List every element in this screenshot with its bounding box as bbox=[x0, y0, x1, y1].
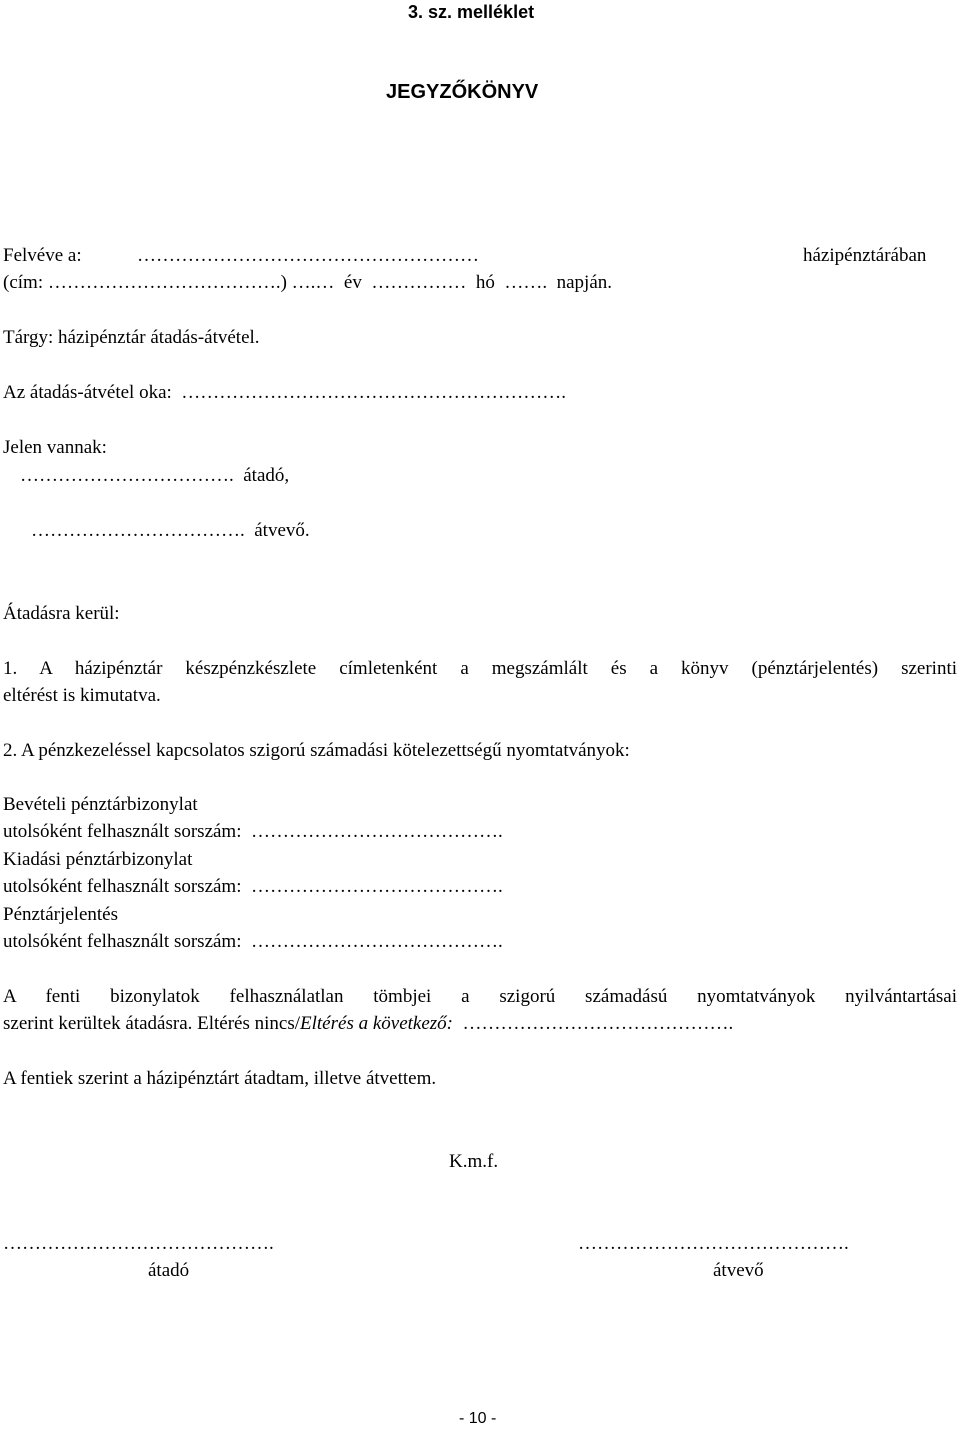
receiver-signature-label: átvevő bbox=[713, 1260, 764, 1281]
form-serial: utolsóként felhasznált sorszám: …………………………………. bbox=[3, 931, 503, 952]
form-name: Kiadási pénztárbizonylat bbox=[3, 849, 193, 870]
subject-line: Tárgy: házipénztár átadás-átvétel. bbox=[3, 327, 260, 348]
present-label: Jelen vannak: bbox=[3, 437, 107, 458]
recorded-at-dots: ……………………………………………… bbox=[137, 245, 479, 266]
address-date-line: (cím: ……………………………….) ….… év …………… hó ……. napján. bbox=[3, 272, 613, 293]
annex-label: 3. sz. melléklet bbox=[408, 2, 535, 22]
form-serial: utolsóként felhasznált sorszám: …………………………………. bbox=[3, 876, 503, 897]
page-number: - 10 - bbox=[459, 1410, 497, 1427]
item-2: 2. A pénzkezeléssel kapcsolatos szigorú számadási kötelezettségű nyomtatványok: bbox=[3, 740, 630, 761]
receiver-signature-line: ……………………………………. bbox=[578, 1233, 849, 1254]
reason-line: Az átadás-átvétel oka: ……………………………………………………. bbox=[3, 382, 567, 403]
handover-label: Átadásra kerül: bbox=[3, 603, 120, 624]
receiver-party-line: ……………………………. átvevő. bbox=[31, 520, 310, 541]
handover-signature-line: ……………………………………. bbox=[3, 1233, 274, 1254]
statement-line-1: A fenti bizonylatok felhasználatlan tömbjei a szigorú számadású nyomtatványok nyilvántartásai bbox=[3, 986, 957, 1007]
document-title: JEGYZŐKÖNYV bbox=[386, 81, 539, 103]
deviation-dots: ……………………………………. bbox=[453, 1013, 734, 1034]
form-name: Bevételi pénztárbizonylat bbox=[3, 794, 198, 815]
form-serial: utolsóként felhasznált sorszám: …………………………………. bbox=[3, 821, 503, 842]
cash-desk-suffix: házipénztárában bbox=[803, 245, 927, 266]
item-1-line-1: 1. A házipénztár készpénzkészlete címletenként a megszámlált és a könyv (pénztárjelentés) szerinti bbox=[3, 658, 957, 679]
deviation-italic-text: Eltérés a következő: bbox=[300, 1013, 453, 1034]
recorded-at-label: Felvéve a: bbox=[3, 245, 82, 266]
kmf-label: K.m.f. bbox=[449, 1151, 499, 1172]
item-1-line-2: eltérést is kimutatva. bbox=[3, 685, 161, 706]
statement-text: szerint kerültek átadásra. Eltérés nincs/ bbox=[3, 1013, 301, 1034]
form-name: Pénztárjelentés bbox=[3, 904, 119, 925]
handover-party-line: ……………………………. átadó, bbox=[20, 465, 290, 486]
closing-statement: A fentiek szerint a házipénztárt átadtam, illetve átvettem. bbox=[3, 1068, 437, 1089]
statement-line-2 bbox=[3, 1014, 733, 1033]
handover-signature-label: átadó bbox=[148, 1260, 190, 1281]
